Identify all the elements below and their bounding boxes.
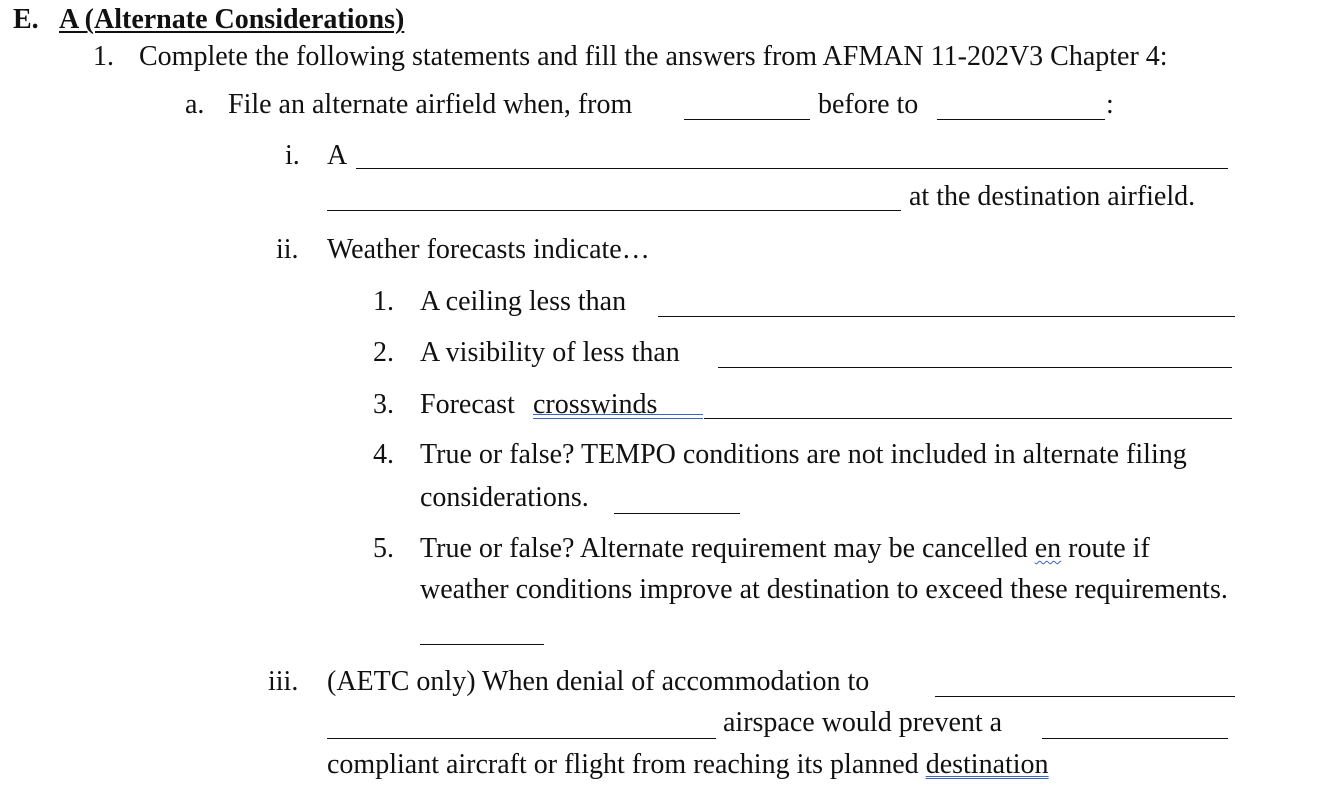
subitem-1-number: 1. [373,286,394,317]
subitem-3-number: 3. [373,389,394,420]
item-i-tail: at the destination airfield. [909,181,1196,212]
question-a-text-mid: before to [818,89,919,120]
answer-blank-i-line1[interactable] [356,168,1228,169]
subitem-1-text: A ceiling less than [420,286,627,317]
question-a-number: a. [185,89,205,120]
item-ii-number: ii. [276,234,299,265]
answer-blank-a-from[interactable] [684,119,810,120]
subitem-3-text: Forecast [420,389,515,420]
subitem-2-text: A visibility of less than [420,337,680,368]
item-i-number: i. [285,140,300,171]
grammar-underline [533,414,703,419]
answer-blank-visibility[interactable] [718,367,1232,368]
section-title: A (Alternate Considerations) [59,4,405,35]
question-1-number: 1. [93,41,114,72]
question-a-text-start: File an alternate airfield when, from [228,89,633,120]
answer-blank-cancel[interactable] [420,644,544,645]
subitem-5-line1-part-a: True or false? Alternate requirement may be cancelled [420,533,1035,564]
subitem-4-line1: True or false? TEMPO conditions are not included in alternate filing [420,439,1187,470]
item-iii-line3-part-a: compliant aircraft or flight from reaching its planned [327,749,926,780]
answer-blank-iii-1[interactable] [935,696,1235,697]
subitem-5-line2: weather conditions improve at destination to exceed these requirements. [420,574,1228,605]
answer-blank-iii-2[interactable] [327,738,716,739]
answer-blank-ceiling[interactable] [658,316,1235,317]
answer-blank-crosswinds[interactable] [704,418,1232,419]
answer-blank-i-line2[interactable] [327,210,901,211]
subitem-4-number: 4. [373,439,394,470]
answer-blank-tempo[interactable] [614,513,740,514]
question-1-text: Complete the following statements and fill the answers from AFMAN 11-202V3 Chapter 4: [139,41,1168,72]
item-ii-text: Weather forecasts indicate… [327,234,650,265]
subitem-5-number: 5. [373,533,394,564]
crosswinds-word: crosswinds [533,389,658,420]
item-iii-number: iii. [268,666,299,697]
item-i-lead: A [327,140,348,171]
answer-blank-a-to[interactable] [937,119,1105,120]
subitem-4-line2: considerations. [420,482,589,513]
section-label: E. [13,4,39,35]
subitem-5-line1 [420,535,1150,563]
question-a-text-end: : [1106,89,1114,120]
answer-blank-iii-3[interactable] [1042,738,1228,739]
subitem-2-number: 2. [373,337,394,368]
item-iii-line2: airspace would prevent a [723,707,1003,738]
item-iii-line3 [327,751,1049,779]
en-word: en [1034,533,1062,564]
item-iii-line1: (AETC only) When denial of accommodation to [327,666,870,697]
destination-word: destination [925,749,1049,780]
subitem-5-line1-part-c: route if [1061,533,1150,564]
